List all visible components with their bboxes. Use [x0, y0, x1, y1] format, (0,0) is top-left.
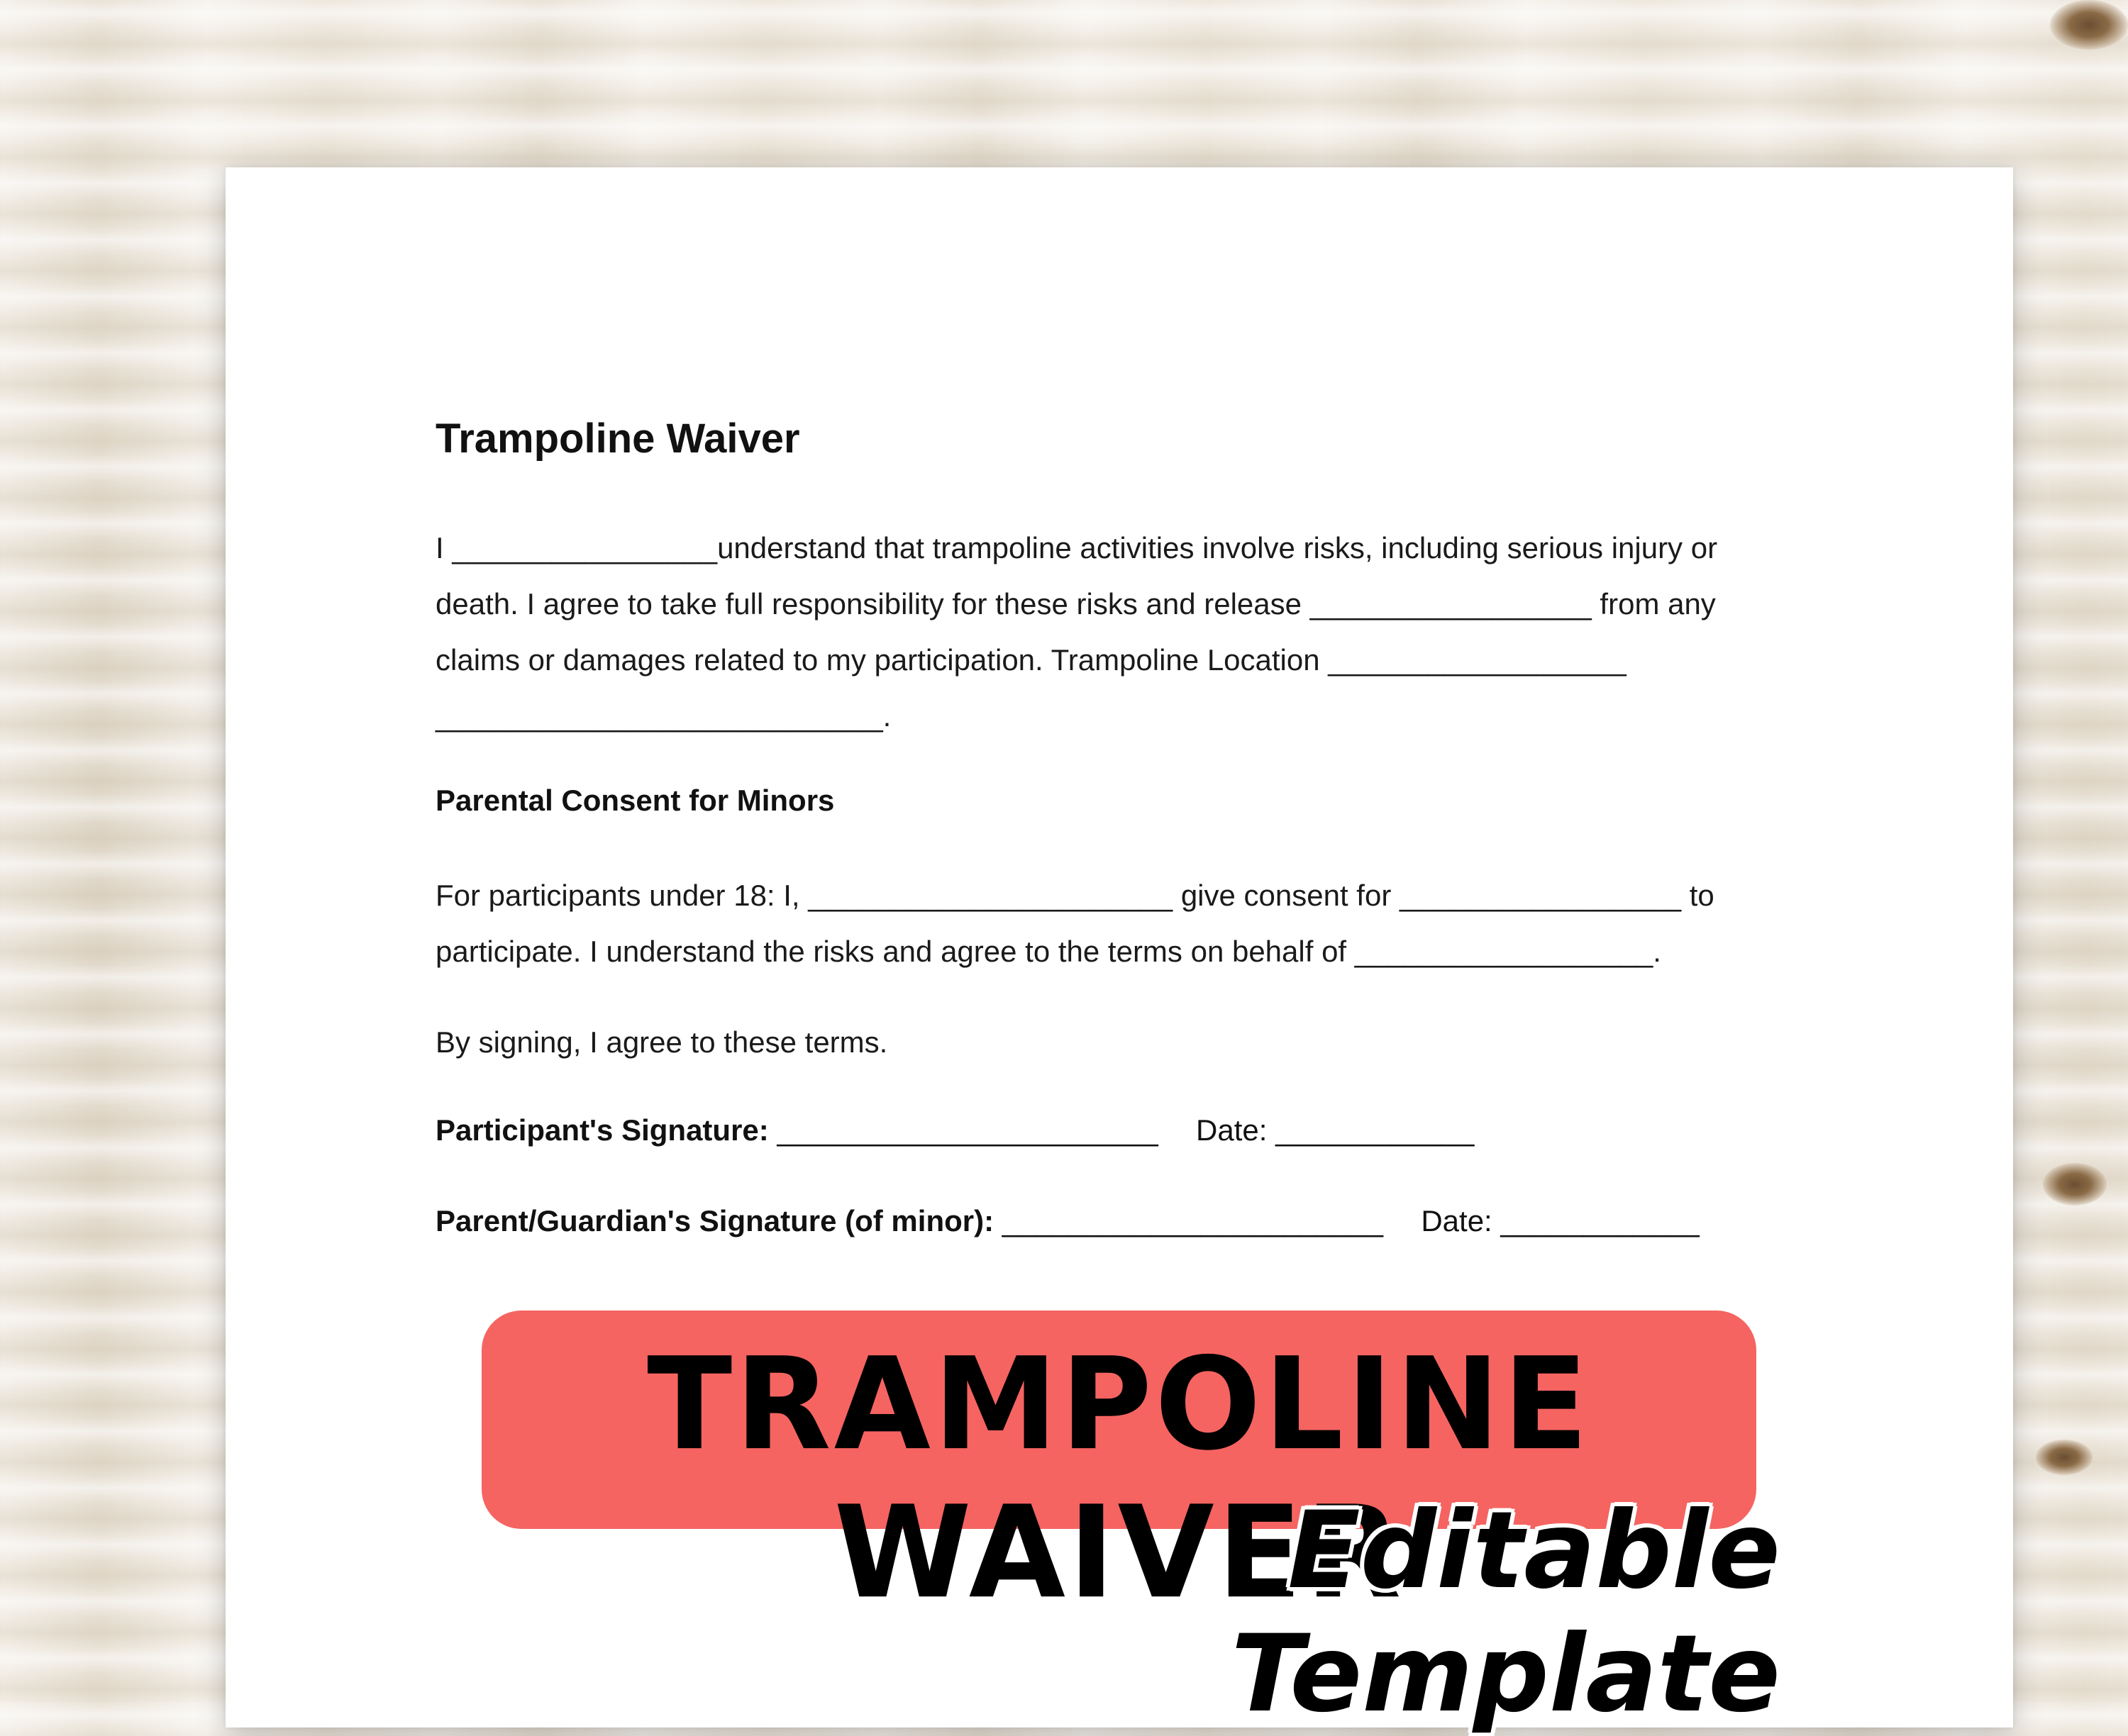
section-heading: Parental Consent for Minors: [436, 784, 835, 817]
agreement-statement: By signing, I agree to these terms.: [436, 1025, 888, 1059]
guardian-signature-field[interactable]: _______________________: [1002, 1204, 1383, 1237]
participant-date-label: Date:: [1196, 1113, 1268, 1147]
participant-date-field[interactable]: ____________: [1275, 1113, 1475, 1147]
guardian-signature-row: [436, 1204, 1700, 1238]
wood-knot: [2036, 1440, 2093, 1475]
banner-title: TRAMPOLINE WAIVER: [647, 1330, 1591, 1628]
document-title: Trampoline Waiver: [436, 416, 800, 462]
participant-signature-label: Participant's Signature:: [436, 1113, 769, 1147]
wood-knot: [2050, 0, 2128, 50]
participant-signature-row: [436, 1113, 1474, 1147]
participant-signature-field[interactable]: _______________________: [777, 1113, 1158, 1147]
guardian-date-label: Date:: [1421, 1204, 1492, 1237]
waiver-paragraph: I ________________understand that trampoline activities involve risks, including serious injury or death. I agree to take full responsibility for these risks and release _________________ from any claims or damages related to my participation. Trampoline Location __________________ ___________________________.: [436, 531, 1718, 733]
wood-knot: [2043, 1163, 2107, 1206]
guardian-date-field[interactable]: ____________: [1500, 1204, 1700, 1237]
guardian-signature-label: Parent/Guardian's Signature (of minor):: [436, 1204, 994, 1237]
banner-subtitle: Editable Template: [1231, 1489, 1780, 1736]
consent-paragraph: For participants under 18: I, ______________________ give consent for _________________ to participate. I understand the risks and agree to the terms on behalf of __________________.: [436, 879, 1714, 968]
